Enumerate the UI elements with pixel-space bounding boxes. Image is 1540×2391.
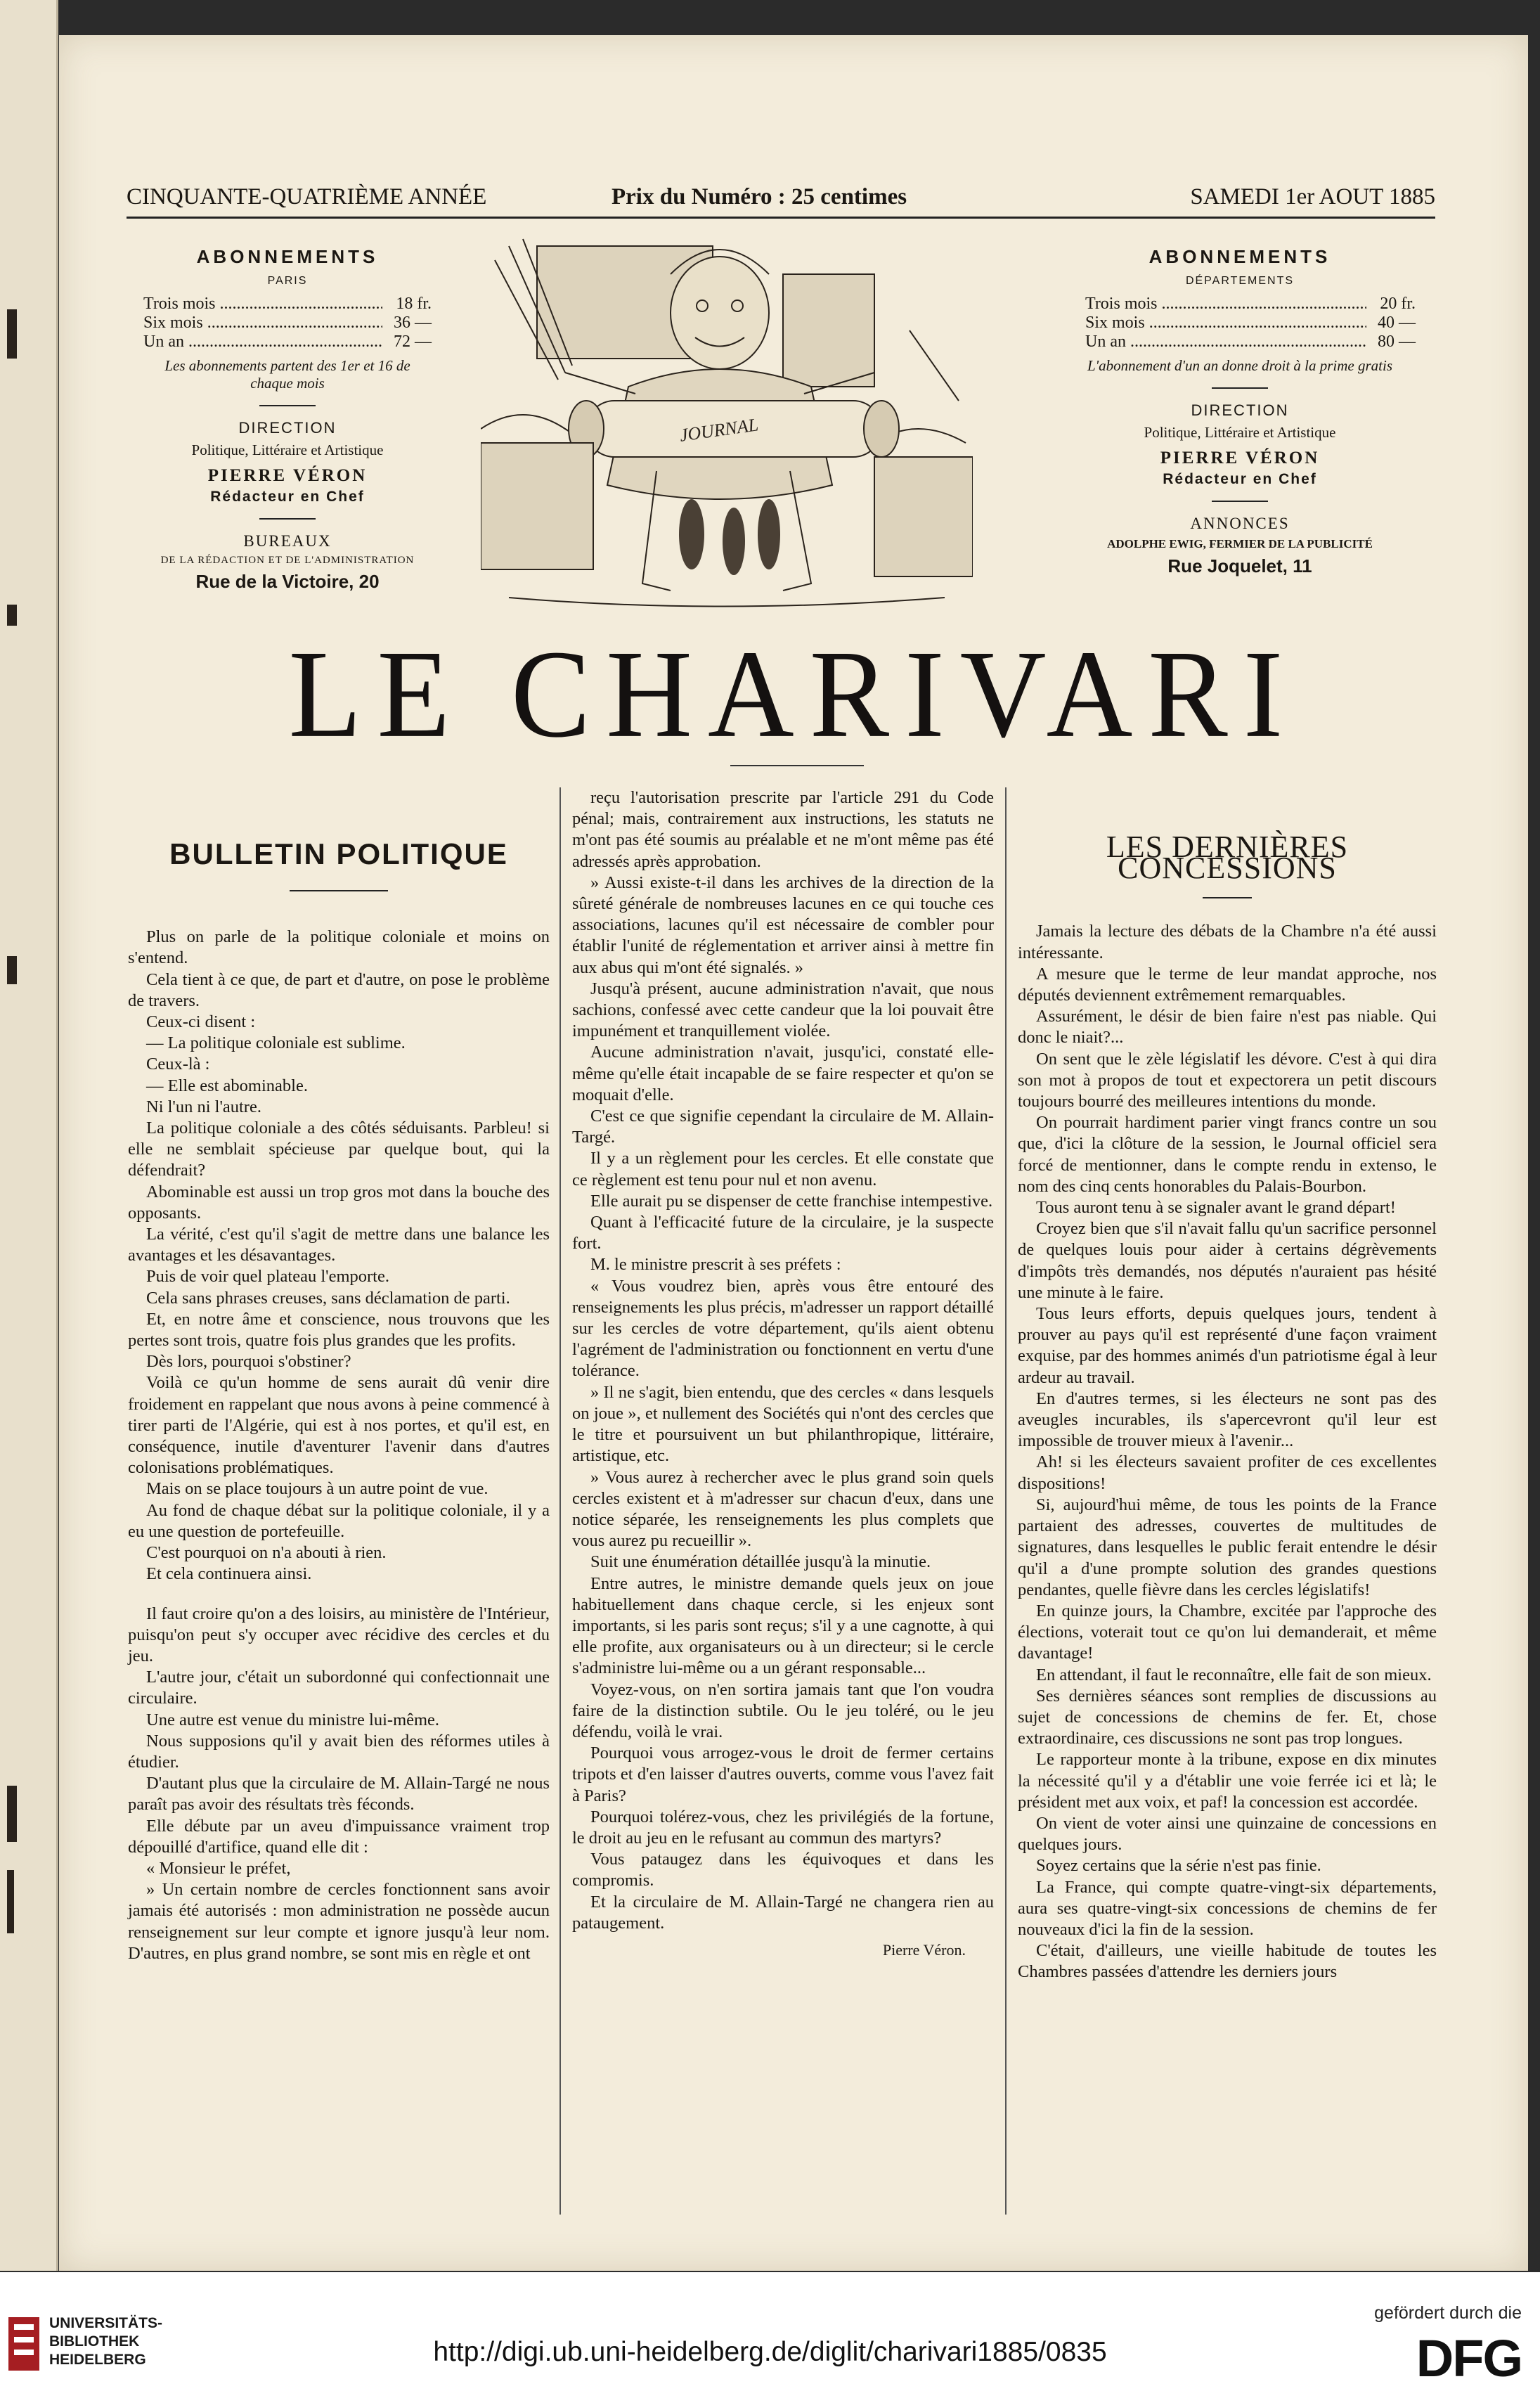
- paragraph: D'autant plus que la circulaire de M. Allain-Targé ne nous paraît pas avoir des résultats très féconds.: [128, 1774, 550, 1815]
- right-director-name: PIERRE VÉRON: [1160, 449, 1320, 468]
- price-label: Prix du Numéro : 25 centimes: [612, 184, 907, 210]
- paragraph: Et cela continuera ainsi.: [146, 1564, 312, 1584]
- paragraph: Tous auront tenu à se signaler avant le grand départ!: [1036, 1198, 1396, 1218]
- column-1: [128, 837, 550, 1964]
- left-director-role: Rédacteur en Chef: [210, 489, 365, 505]
- paragraph: » Un certain nombre de cercles fonctionnent sans avoir jamais été autorisés : mon administration ne possède aucun renseignement sur leur compte et ignore jusqu'à leur nom. D'autres, en plus grand nombre, se sont mis en règle et ont: [128, 1880, 550, 1963]
- right-box-subtitle: DÉPARTEMENTS: [1185, 275, 1295, 287]
- right-box-title: ABONNEMENTS: [1148, 246, 1331, 267]
- paragraph: Cela sans phrases creuses, sans déclamation de parti.: [146, 1288, 510, 1308]
- paragraph: Mais on se place toujours à un autre point de vue.: [146, 1479, 488, 1499]
- paragraph: La politique coloniale a des côtés séduisants. Parbleu! si elle ne semblait spécieuse par quelque bout, qui la défendrait?: [128, 1119, 550, 1180]
- paragraph: Soyez certains que la série n'est pas finie.: [1036, 1856, 1321, 1876]
- paragraph: Le rapporteur monte à la tribune, expose en dix minutes la nécessité qu'il y a d'établir une voie ferrée ici et là; le président met aux voix, et paf! la concession est accordée.: [1018, 1750, 1437, 1812]
- section-title-concessions: LES DERNIÈRES CONCESSIONS: [1106, 830, 1349, 886]
- header-row: [127, 184, 1435, 212]
- paragraph: Dès lors, pourquoi s'obstiner?: [146, 1352, 351, 1372]
- sponsor-label: gefördert durch die: [1374, 2303, 1522, 2323]
- paragraph: — Elle est abominable.: [146, 1076, 308, 1095]
- date-label: SAMEDI 1er AOUT 1885: [1190, 184, 1435, 210]
- paragraph: Ah! si les électeurs savaient profiter de ces excellentes dispositions!: [1018, 1452, 1437, 1493]
- rate-row: Un an ..... 72 —: [143, 333, 432, 352]
- paragraph: Ses dernières séances sont remplies de discussions au sujet de concessions de chemins de fer. Et, chose extraordinaire, ces discussions ne sont pas trop longues.: [1018, 1686, 1437, 1748]
- paragraph: Et la circulaire de M. Allain-Targé ne changera rien au pataugement.: [572, 1892, 994, 1933]
- masthead-title: LE CHARIVARI: [288, 624, 1299, 763]
- paragraph: L'autre jour, c'était un subordonné qui confectionnait une circulaire.: [128, 1668, 550, 1708]
- paragraph: En attendant, il faut le reconnaître, elle fait de son mieux.: [1036, 1665, 1432, 1684]
- rate-row: Six mois ..... 36 —: [143, 314, 432, 333]
- paragraph: Si, aujourd'hui même, de tous les points de la France partaient des adresses, couvertes de multitudes de signatures, dans lesquelles le public ferait entendre le désir qu'il a d'une prompte solution des grandes questions pendantes, quelle fièvre dans les cercles législatifs!: [1018, 1495, 1437, 1599]
- rate-row: Trois mois ..... 20 fr.: [1085, 295, 1416, 314]
- right-direction-title: DIRECTION: [1191, 401, 1289, 419]
- paragraph: Vous pataugez dans les équivoques et dans les compromis.: [572, 1850, 994, 1890]
- paragraph: — La politique coloniale est sublime.: [146, 1033, 406, 1053]
- left-subscription-box: [143, 246, 432, 593]
- column-2: [572, 787, 994, 1961]
- paragraph: C'est pourquoi on n'a abouti à rien.: [146, 1543, 387, 1563]
- footer: [0, 2272, 1540, 2391]
- paragraph: Tous leurs efforts, depuis quelques jours, tendent à prouver au pays qu'il est représenté d'une façon vraiment exquise, par des hommes animés d'un patriotisme égal à leur ardeur au travail.: [1018, 1304, 1437, 1387]
- column-divider: [1005, 787, 1007, 2215]
- left-box-title: ABONNEMENTS: [196, 246, 379, 267]
- annonces-sub: ADOLPHE EWIG, FERMIER DE LA PUBLICITÉ: [1107, 537, 1373, 550]
- paragraph: Pourquoi tolérez-vous, chez les privilégiés de la fortune, le droit au jeu en le refusant au commun des martyrs?: [572, 1807, 994, 1848]
- paragraph: Assurément, le désir de bien faire n'est pas niable. Qui donc le niait?...: [1018, 1007, 1437, 1048]
- paragraph: » Il ne s'agit, bien entendu, que des cercles « dans lesquels on joue », et nullement des Sociétés qui n'ont des cercles que le titre et poursuivent un but philanthropique, littéraire, artistique, etc.: [572, 1382, 994, 1466]
- paragraph: reçu l'autorisation prescrite par l'article 291 du Code pénal; mais, contrairement aux instructions, les statuts ne m'ont pas été soumis au préalable et ne m'ont même pas été adressés après approbation.: [572, 788, 994, 871]
- right-direction-sub: Politique, Littéraire et Artistique: [1144, 424, 1336, 441]
- paragraph: Suit une énumération détaillée jusqu'à la minutie.: [590, 1552, 931, 1572]
- left-direction-sub: Politique, Littéraire et Artistique: [191, 442, 384, 458]
- paragraph: Il faut croire qu'on a des loisirs, au ministère de l'Intérieur, puisqu'on peut s'y occuper avec récidive des cercles et du jeu.: [128, 1604, 550, 1665]
- paragraph: Jusqu'à présent, aucune administration n'avait, que nous sachions, confessé avec cette candeur que la loi pouvait être impunément et tranquillement violée.: [572, 979, 994, 1041]
- rate-row: Six mois ..... 40 —: [1085, 314, 1416, 333]
- paragraph: Pourquoi vous arrogez-vous le droit de fermer certains tripots et d'en laisser d'autres ouverts, comme vous l'avez fait à Paris?: [572, 1744, 994, 1805]
- paragraph: Entre autres, le ministre demande quels jeux on joue habituellement dans chaque cercle, si les enjeux sont importants, si les paris sont reçus; s'il y a une cagnotte, à qui elle profite, aux organisateurs ou à un directeur; si le cercle s'administre lui-même ou a un gérant responsable...: [572, 1573, 994, 1678]
- rate-row: Un an ..... 80 —: [1085, 333, 1416, 352]
- paragraph: On pourrait hardiment parier vingt francs contre un sou que, d'ici la clôture de la session, le Journal officiel sera forcé de mentionner, dans le compte rendu in extenso, le nom des cinq cents honorables du Palais-Bourbon.: [1018, 1113, 1437, 1196]
- newspaper-page: [59, 35, 1528, 2271]
- paragraph: Jamais la lecture des débats de la Chambre n'a été aussi intéressante.: [1018, 922, 1437, 962]
- book-spine: [0, 0, 58, 2271]
- paragraph: « Monsieur le préfet,: [146, 1858, 291, 1878]
- paragraph: A mesure que le terme de leur mandat approche, nos députés deviennent extrêmement remarquables.: [1018, 964, 1437, 1005]
- right-rates: [1085, 295, 1416, 352]
- left-director-name: PIERRE VÉRON: [207, 466, 368, 485]
- paragraph: » Vous aurez à rechercher avec le plus grand soin quels cercles existent et à m'adresser sur chacun d'eux, dans une notice séparée, les renseignements les plus complets que vous aurez pu recueillir ».: [572, 1467, 994, 1551]
- right-address: Rue Joquelet, 11: [1167, 555, 1312, 576]
- paragraph: Il y a un règlement pour les cercles. Et elle constate que ce règlement est tenu pour nul et non avenu.: [572, 1149, 994, 1190]
- paragraph: Croyez bien que s'il n'avait fallu qu'un sacrifice personnel de quelques louis pour aider à certains dégrèvements d'impôts très demandés, nos députés n'auraient pas hésité une minute à le faire.: [1018, 1219, 1437, 1302]
- paragraph: Voilà ce qu'un homme de sens aurait dû venir dire froidement en rappelant que nous avons à peine commencé à tirer parti de l'Algérie, qui est à nos portes, et qu'il est, en conséquence, inutile d'aventurer l'avenir dans d'autres colonisations problématiques.: [128, 1373, 550, 1478]
- paragraph: Elle aurait pu se dispenser de cette franchise intempestive.: [590, 1191, 993, 1211]
- banner-text: JOURNAL: [678, 414, 760, 446]
- paragraph: C'était, d'ailleurs, une vieille habitude de toutes les Chambres passées d'attendre les derniers jours: [1018, 1941, 1437, 1982]
- paragraph: La France, qui compte quatre-vingt-six départements, aura ses quatre-vingt-six concessions de chemins de fer nouveaux d'ici la fin de la session.: [1018, 1877, 1437, 1939]
- annonces-title: ANNONCES: [1190, 515, 1290, 532]
- paragraph: M. le ministre prescrit à ses préfets :: [590, 1255, 841, 1275]
- signature: Pierre Véron.: [882, 1940, 966, 1959]
- rate-row: Trois mois ..... 18 fr.: [143, 295, 432, 314]
- paragraph: Cela tient à ce que, de part et d'autre, on pose le problème de travers.: [128, 969, 550, 1010]
- year-label: CINQUANTE-QUATRIÈME ANNÉE: [127, 184, 487, 210]
- paragraph: C'est ce que signifie cependant la circulaire de M. Allain-Targé.: [572, 1107, 994, 1147]
- paragraph: Nous supposions qu'il y avait bien des réformes utiles à étudier.: [128, 1731, 550, 1772]
- paragraph: Et, en notre âme et conscience, nous trouvons que les pertes sont trois, quatre fois plus grandes que les profits.: [128, 1309, 550, 1351]
- masthead-illustration: [481, 232, 973, 612]
- left-direction-title: DIRECTION: [238, 419, 337, 437]
- paragraph: En quinze jours, la Chambre, excitée par l'approche des élections, voterait tout ce qu'on lui demanderait, et même davantage!: [1018, 1601, 1437, 1663]
- right-subscription-box: [1043, 246, 1437, 577]
- paragraph: En d'autres termes, si les électeurs ne sont pas des aveugles incurables, ils s'apercevront qu'il leur est impossible de trouver mieux à l'avenir...: [1018, 1388, 1437, 1451]
- paragraph: Voyez-vous, on n'en sortira jamais tant que l'on voudra faire de la distinction subtile. Ou le jeu toléré, ou le jeu défendu, voilà le vrai.: [572, 1680, 994, 1741]
- section-title-bulletin: BULLETIN POLITIQUE: [169, 837, 508, 870]
- left-box-subtitle: PARIS: [267, 275, 308, 287]
- paragraph: Puis de voir quel plateau l'emporte.: [146, 1267, 389, 1287]
- source-url-link[interactable]: http://digi.ub.uni-heidelberg.de/diglit/charivari1885/0835: [433, 2337, 1107, 2367]
- paragraph: Plus on parle de la politique coloniale et moins on s'entend.: [128, 927, 550, 968]
- dfg-logo: DFG: [1416, 2329, 1522, 2387]
- left-rates: [143, 295, 432, 352]
- bureaux-title: BUREAUX: [243, 532, 332, 550]
- paragraph: Au fond de chaque débat sur la politique coloniale, il y a eu une question de portefeuille.: [128, 1500, 550, 1541]
- paragraph: Ni l'un ni l'autre.: [146, 1097, 261, 1116]
- paragraph: On sent que le zèle législatif les dévore. C'est à qui dira son mot à propos de tout et expectorera un petit discours toujours bourré des meilleures intentions du monde.: [1018, 1049, 1437, 1111]
- paragraph: Ceux-ci disent :: [146, 1012, 256, 1032]
- paragraph: On vient de voter ainsi une quinzaine de concessions en quelques jours.: [1018, 1813, 1437, 1855]
- paragraph: « Vous voudrez bien, après vous être entouré des renseignements les plus précis, m'adresser un rapport détaillé sur les cercles de votre département, qu'ils aient obtenu l'agrément de l'administration ou fonctionnent en vertu d'une tolérance.: [572, 1276, 994, 1381]
- paragraph: Aucune administration n'avait, jusqu'ici, constaté elle-même qu'elle était incapable de se faire respecter et qu'on se moquait d'elle.: [572, 1043, 994, 1104]
- right-box-note: L'abonnement d'un an donne droit à la prime gratis: [1087, 357, 1393, 374]
- paragraph: Elle débute par un aveu d'impuissance vraiment trop dépouillé d'artifice, quand elle dit :: [128, 1816, 550, 1857]
- left-address: Rue de la Victoire, 20: [195, 571, 380, 592]
- paragraph: Une autre est venue du ministre lui-même.: [146, 1710, 440, 1729]
- paragraph: Ceux-là :: [146, 1055, 210, 1074]
- paragraph: » Aussi existe-t-il dans les archives de la direction de la sûreté générale de nombreuses lacunes en ce qui touche ces associations, lacunes qu'il est nécessaire de combler pour établir l'unité de réglementation et arriver ainsi à mettre fin aux abus qui m'ont été signalés. »: [572, 872, 994, 977]
- left-box-note: Les abonnements partent des 1er et 16 de chaque mois: [164, 357, 410, 392]
- paragraph: La vérité, c'est qu'il s'agit de mettre dans une balance les avantages et les désavantages.: [128, 1225, 550, 1265]
- ornament-rule: [730, 765, 864, 766]
- paragraph: Quant à l'efficacité future de la circulaire, je la suspecte fort.: [572, 1213, 994, 1253]
- bureaux-sub: DE LA RÉDACTION ET DE L'ADMINISTRATION: [160, 555, 415, 566]
- right-director-role: Rédacteur en Chef: [1163, 471, 1317, 487]
- column-divider: [559, 787, 561, 2215]
- institution-name: UNIVERSITÄTS- BIBLIOTHEK HEIDELBERG: [49, 2315, 163, 2368]
- header-rule: [127, 217, 1435, 219]
- paragraph: Abominable est aussi un trop gros mot dans la bouche des opposants.: [128, 1182, 550, 1223]
- column-3: [1018, 830, 1437, 1983]
